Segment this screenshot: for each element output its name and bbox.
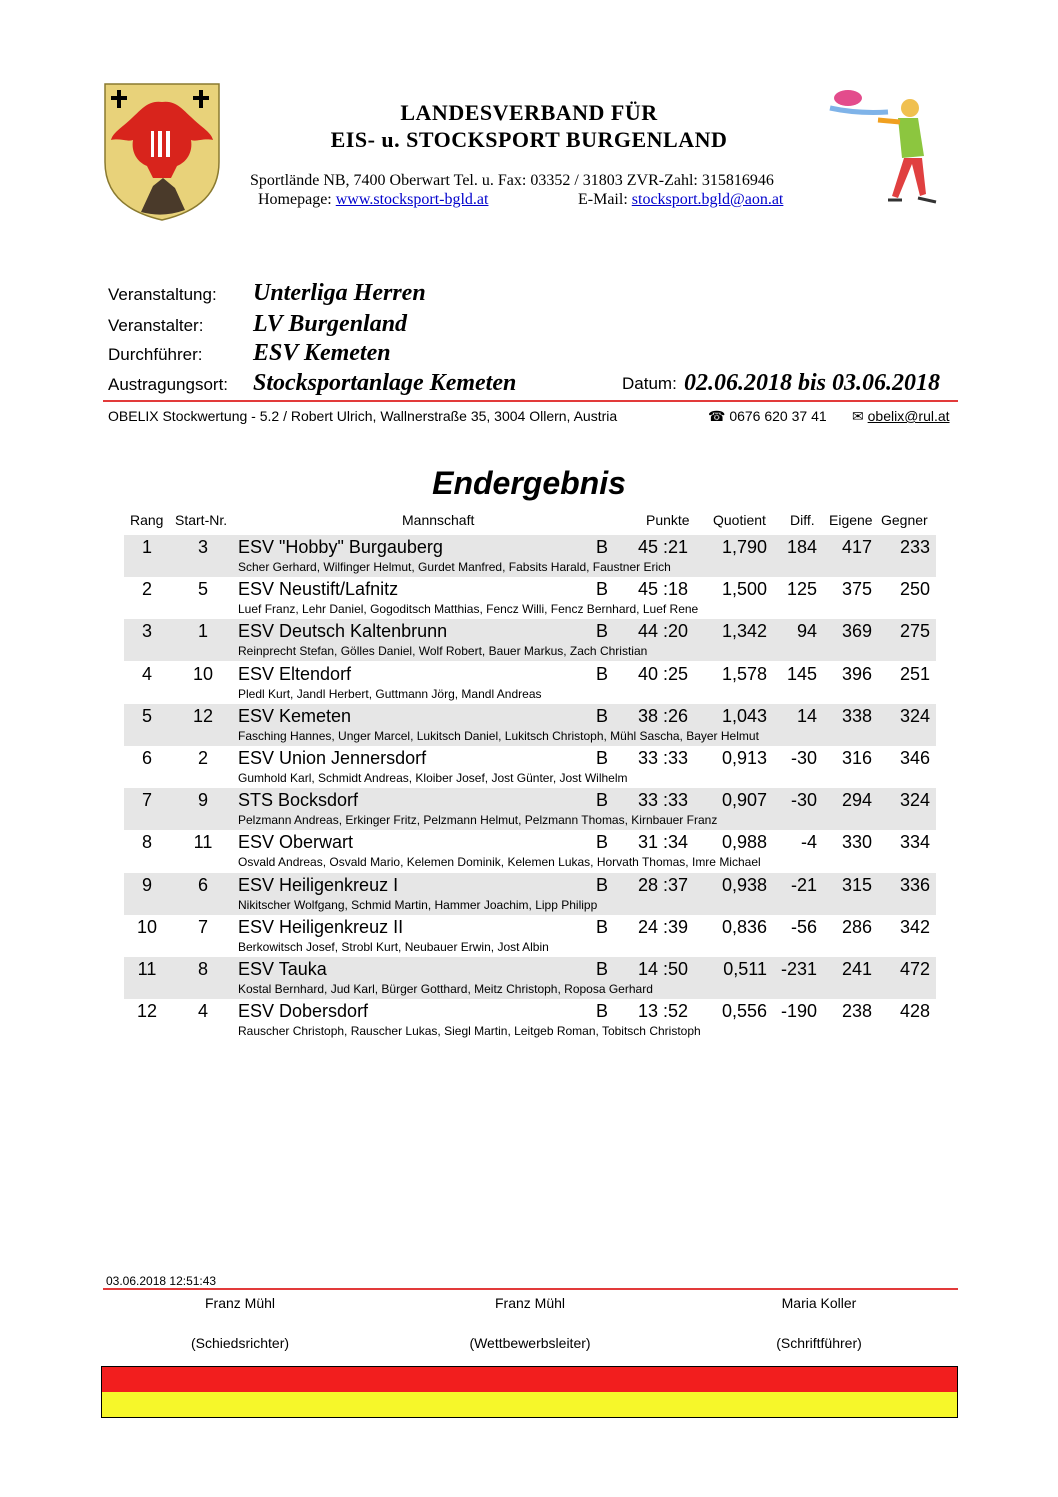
envelope-icon: ✉ bbox=[852, 408, 864, 424]
cell-start: 2 bbox=[197, 748, 208, 768]
sign1-role: (Schiedsrichter) bbox=[190, 1335, 290, 1351]
cell-quotient: 0,556 bbox=[721, 1001, 767, 1022]
cell-klasse: B bbox=[596, 832, 609, 853]
cell-punkte: 33 :33 bbox=[638, 748, 689, 768]
cell-team: ESV Eltendorf bbox=[238, 663, 352, 684]
cell-team: ESV Union Jennersdorf bbox=[238, 748, 427, 768]
cell-gegner: 250 bbox=[899, 579, 930, 600]
col-header-mannschaft: Mannschaft bbox=[402, 512, 475, 528]
table-row bbox=[124, 662, 936, 704]
cell-rang: 5 bbox=[141, 705, 152, 726]
cell-quotient: 0,836 bbox=[721, 916, 767, 937]
austragungsort-label: Austragungsort: bbox=[108, 375, 229, 394]
col-header-eigene: Eigene bbox=[829, 512, 873, 528]
cell-klasse: B bbox=[596, 1001, 609, 1022]
homepage-link[interactable]: www.stocksport-bgld.at bbox=[335, 191, 489, 208]
cell-gegner: 342 bbox=[899, 916, 930, 937]
software-credit: OBELIX Stockwertung - 5.2 / Robert Ulrich, Wallnerstraße 35, 3004 Ollern, Austria bbox=[108, 408, 618, 424]
software-email-row bbox=[852, 408, 950, 425]
cell-players: Rauscher Christoph, Rauscher Lukas, Siegl Martin, Leitgeb Roman, Tobitsch Christoph bbox=[238, 1024, 701, 1039]
sign3-role: (Schriftführer) bbox=[776, 1335, 862, 1351]
durchfuehrer-value: ESV Kemeten bbox=[253, 340, 391, 366]
cell-quotient: 0,913 bbox=[721, 748, 767, 768]
cell-klasse: B bbox=[596, 579, 609, 600]
table-row bbox=[124, 957, 936, 999]
cell-diff: -56 bbox=[790, 916, 817, 937]
cell-eigene: 241 bbox=[841, 959, 872, 979]
cell-diff: -30 bbox=[790, 790, 817, 811]
cell-punkte: 38 :26 bbox=[638, 705, 689, 726]
veranstalter-label: Veranstalter: bbox=[108, 316, 204, 335]
cell-players: Nikitscher Wolfgang, Schmid Martin, Hammer Joachim, Lipp Philipp bbox=[238, 897, 598, 912]
cell-diff: -231 bbox=[780, 959, 817, 979]
cell-start: 10 bbox=[192, 663, 214, 684]
col-header-quotient: Quotient bbox=[713, 512, 766, 528]
cell-gegner: 233 bbox=[899, 537, 930, 557]
cell-team: ESV Deutsch Kaltenbrunn bbox=[238, 621, 448, 642]
cell-players: Berkowitsch Josef, Strobl Kurt, Neubauer Erwin, Jost Albin bbox=[238, 939, 549, 954]
burgenland-flag bbox=[101, 1366, 958, 1418]
cell-start: 3 bbox=[197, 537, 208, 557]
cell-gegner: 275 bbox=[899, 621, 930, 642]
cell-team: ESV Oberwart bbox=[238, 832, 354, 853]
header-divider bbox=[103, 400, 958, 402]
sign2-role: (Wettbewerbsleiter) bbox=[469, 1335, 591, 1351]
cell-punkte: 24 :39 bbox=[638, 916, 689, 937]
cell-start: 1 bbox=[197, 621, 208, 642]
flag-yellow-stripe bbox=[102, 1392, 957, 1417]
table-row bbox=[124, 788, 936, 830]
cell-rang: 7 bbox=[141, 790, 152, 811]
cell-klasse: B bbox=[596, 663, 609, 684]
cell-players: Pelzmann Andreas, Erkinger Fritz, Pelzmann Helmut, Pelzmann Thomas, Kirnbauer Franz bbox=[238, 813, 718, 828]
cell-team: ESV Dobersdorf bbox=[238, 1001, 369, 1022]
table-row bbox=[124, 999, 936, 1041]
cell-diff: -190 bbox=[780, 1001, 817, 1022]
cell-quotient: 1,790 bbox=[721, 537, 767, 557]
cell-team: STS Bocksdorf bbox=[238, 790, 359, 811]
cell-eigene: 417 bbox=[841, 537, 872, 557]
cell-players: Kostal Bernhard, Jud Karl, Bürger Gotthard, Meitz Christoph, Roposa Gerhard bbox=[238, 982, 653, 996]
cell-eigene: 396 bbox=[841, 663, 872, 684]
cell-quotient: 0,938 bbox=[721, 874, 767, 895]
cell-rang: 2 bbox=[141, 579, 152, 600]
cell-punkte: 45 :18 bbox=[638, 579, 689, 600]
table-row bbox=[124, 915, 936, 957]
homepage-row bbox=[258, 191, 488, 209]
table-row bbox=[124, 704, 936, 746]
veranstaltung-value: Unterliga Herren bbox=[253, 280, 426, 306]
cell-eigene: 375 bbox=[841, 579, 872, 600]
col-header-gegner: Gegner bbox=[881, 512, 928, 528]
cell-rang: 3 bbox=[141, 621, 152, 642]
cell-gegner: 324 bbox=[899, 705, 930, 726]
cell-eigene: 369 bbox=[841, 621, 872, 642]
cell-klasse: B bbox=[596, 874, 609, 895]
cell-rang: 12 bbox=[136, 1001, 158, 1022]
cell-gegner: 336 bbox=[899, 874, 930, 895]
cell-klasse: B bbox=[596, 790, 609, 811]
sign1-name: Franz Mühl bbox=[204, 1295, 276, 1311]
cell-klasse: B bbox=[596, 621, 609, 642]
cell-diff: 184 bbox=[786, 537, 817, 557]
org-address: Sportlände NB, 7400 Oberwart Tel. u. Fax: 03352 / 31803 ZVR-Zahl: 315816946 bbox=[250, 172, 774, 189]
email-label: E-Mail: bbox=[578, 191, 628, 208]
cell-punkte: 45 :21 bbox=[638, 537, 689, 557]
org-title-line1: LANDESVERBAND FÜR bbox=[400, 100, 658, 125]
col-header-rang: Rang bbox=[130, 512, 164, 528]
cell-players: Luef Franz, Lehr Daniel, Gogoditsch Matthias, Fencz Willi, Fencz Bernhard, Luef Rene bbox=[238, 602, 699, 617]
col-header-diff: Diff. bbox=[790, 512, 815, 528]
austragungsort-value: Stocksportanlage Kemeten bbox=[253, 370, 517, 396]
cell-start: 7 bbox=[197, 916, 208, 937]
cell-eigene: 238 bbox=[841, 1001, 872, 1022]
cell-rang: 11 bbox=[137, 959, 157, 979]
cell-punkte: 14 :50 bbox=[638, 959, 689, 979]
cell-players: Pledl Kurt, Jandl Herbert, Guttmann Jörg, Mandl Andreas bbox=[238, 686, 542, 701]
cell-start: 6 bbox=[197, 874, 208, 895]
table-row bbox=[124, 619, 936, 661]
cell-punkte: 28 :37 bbox=[638, 874, 689, 895]
cell-punkte: 31 :34 bbox=[638, 832, 689, 853]
cell-punkte: 44 :20 bbox=[638, 621, 689, 642]
cell-rang: 10 bbox=[136, 916, 158, 937]
cell-team: ESV Neustift/Lafnitz bbox=[238, 579, 399, 600]
org-title-line2: EIS- u. STOCKSPORT BURGENLAND bbox=[330, 127, 728, 152]
email-row bbox=[578, 191, 783, 209]
cell-rang: 8 bbox=[141, 832, 152, 853]
cell-start: 11 bbox=[193, 832, 213, 853]
cell-eigene: 286 bbox=[841, 916, 872, 937]
cell-klasse: B bbox=[596, 959, 609, 979]
table-row bbox=[124, 746, 936, 788]
cell-eigene: 315 bbox=[841, 874, 872, 895]
cell-team: ESV Tauka bbox=[238, 959, 327, 979]
cell-quotient: 0,988 bbox=[721, 832, 767, 853]
cell-gegner: 324 bbox=[899, 790, 930, 811]
cell-diff: 145 bbox=[786, 663, 817, 684]
page-title: Endergebnis bbox=[432, 465, 626, 501]
cell-gegner: 472 bbox=[899, 959, 930, 979]
cell-team: ESV Kemeten bbox=[238, 705, 352, 726]
cell-start: 12 bbox=[192, 705, 214, 726]
datum-value: 02.06.2018 bis 03.06.2018 bbox=[684, 370, 941, 396]
cell-start: 4 bbox=[197, 1001, 208, 1022]
cell-gegner: 346 bbox=[899, 748, 930, 768]
cell-quotient: 1,342 bbox=[721, 621, 767, 642]
cell-quotient: 0,511 bbox=[723, 959, 767, 979]
col-header-punkte: Punkte bbox=[646, 512, 690, 528]
cell-punkte: 33 :33 bbox=[638, 790, 689, 811]
email-link[interactable]: stocksport.bgld@aon.at bbox=[631, 191, 784, 208]
cell-team: ESV Heiligenkreuz II bbox=[238, 916, 404, 937]
cell-players: Fasching Hannes, Unger Marcel, Lukitsch Daniel, Lukitsch Christoph, Mühl Sascha, Bayer Helmut bbox=[238, 728, 759, 743]
cell-punkte: 13 :52 bbox=[638, 1001, 689, 1022]
sign2-name: Franz Mühl bbox=[494, 1295, 566, 1311]
cell-eigene: 330 bbox=[841, 832, 872, 853]
durchfuehrer-label: Durchführer: bbox=[108, 345, 203, 364]
footer-divider bbox=[103, 1288, 958, 1290]
software-email-link[interactable]: obelix@rul.at bbox=[867, 408, 950, 424]
cell-diff: 14 bbox=[796, 705, 817, 726]
cell-diff: -30 bbox=[790, 748, 817, 768]
cell-diff: 125 bbox=[786, 579, 817, 600]
cell-gegner: 428 bbox=[899, 1001, 930, 1022]
cell-klasse: B bbox=[596, 705, 609, 726]
flag-red-stripe bbox=[102, 1367, 957, 1392]
cell-quotient: 1,500 bbox=[721, 579, 767, 600]
table-row bbox=[124, 577, 936, 619]
cell-rang: 6 bbox=[141, 748, 152, 768]
cell-diff: -21 bbox=[790, 874, 817, 895]
cell-start: 5 bbox=[197, 579, 208, 600]
cell-gegner: 251 bbox=[899, 663, 930, 684]
timestamp: 03.06.2018 12:51:43 bbox=[106, 1274, 217, 1288]
table-row bbox=[124, 535, 936, 577]
cell-quotient: 1,043 bbox=[721, 705, 767, 726]
cell-klasse: B bbox=[596, 537, 609, 557]
cell-diff: -4 bbox=[800, 832, 817, 853]
cell-rang: 4 bbox=[141, 663, 152, 684]
cell-diff: 94 bbox=[796, 621, 817, 642]
col-header-start: Start-Nr. bbox=[175, 512, 228, 528]
cell-klasse: B bbox=[596, 916, 609, 937]
homepage-label: Homepage: bbox=[258, 191, 332, 208]
cell-start: 8 bbox=[197, 959, 208, 979]
cell-eigene: 294 bbox=[841, 790, 872, 811]
cell-players: Scher Gerhard, Wilfinger Helmut, Gurdet Manfred, Fabsits Harald, Faustner Erich bbox=[238, 560, 671, 574]
cell-eigene: 338 bbox=[841, 705, 872, 726]
cell-eigene: 316 bbox=[841, 748, 872, 768]
cell-players: Reinprecht Stefan, Gölles Daniel, Wolf Robert, Bauer Markus, Zach Christian bbox=[238, 644, 648, 659]
cell-start: 9 bbox=[197, 790, 208, 811]
cell-quotient: 0,907 bbox=[721, 790, 767, 811]
veranstaltung-label: Veranstaltung: bbox=[108, 285, 217, 304]
cell-players: Osvald Andreas, Osvald Mario, Kelemen Dominik, Kelemen Lukas, Horvath Thomas, Imre Michael bbox=[238, 855, 761, 870]
software-phone: ☎ 0676 620 37 41 bbox=[708, 408, 827, 424]
table-row bbox=[124, 830, 936, 872]
table-row bbox=[124, 873, 936, 915]
sign3-name: Maria Koller bbox=[781, 1295, 857, 1311]
cell-punkte: 40 :25 bbox=[638, 663, 689, 684]
cell-players: Gumhold Karl, Schmidt Andreas, Kloiber Josef, Jost Günter, Jost Wilhelm bbox=[238, 771, 628, 785]
cell-team: ESV "Hobby" Burgauberg bbox=[238, 537, 443, 557]
cell-gegner: 334 bbox=[899, 832, 930, 853]
cell-rang: 1 bbox=[141, 537, 152, 557]
veranstalter-value: LV Burgenland bbox=[253, 311, 408, 337]
cell-rang: 9 bbox=[141, 874, 152, 895]
cell-klasse: B bbox=[596, 748, 609, 768]
datum-label: Datum: bbox=[622, 374, 677, 393]
cell-team: ESV Heiligenkreuz I bbox=[238, 874, 399, 895]
cell-quotient: 1,578 bbox=[721, 663, 767, 684]
